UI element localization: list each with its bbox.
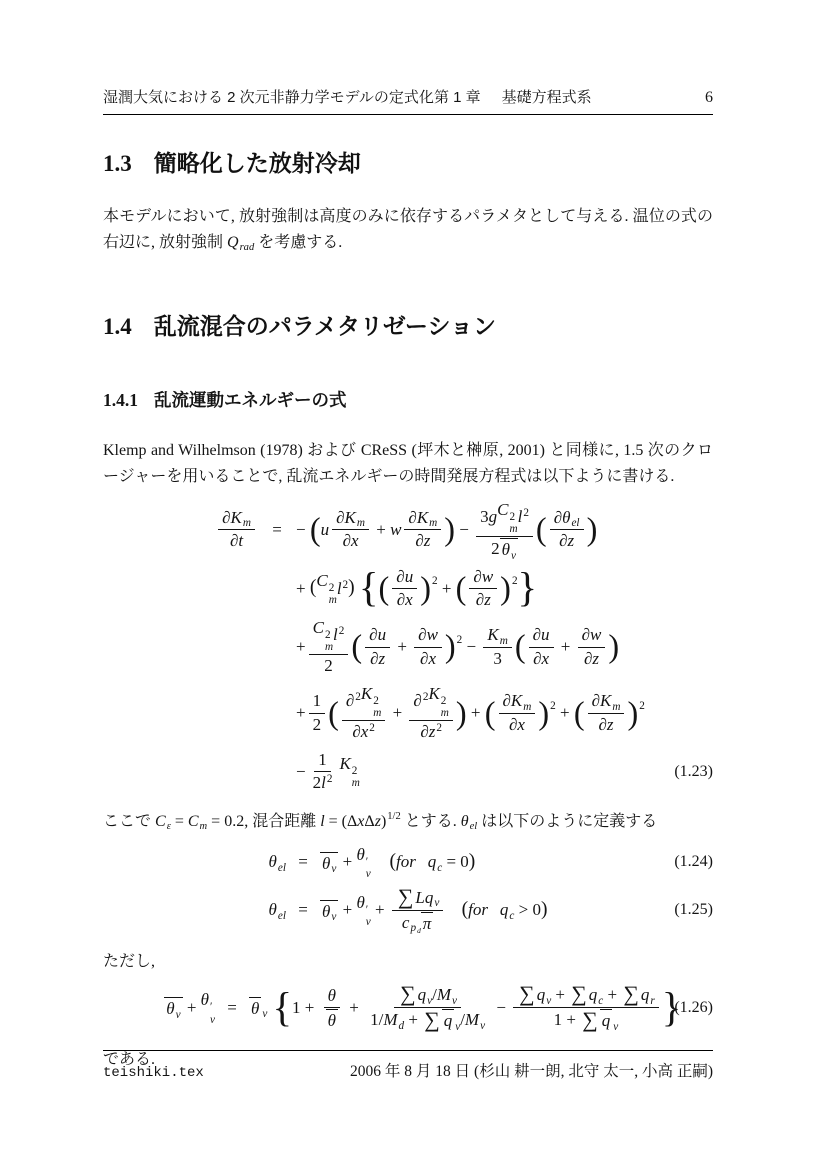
footer-filename: teishiki.tex	[103, 1065, 204, 1081]
equation-line	[103, 984, 713, 1031]
subsection-1-4-1-heading	[103, 387, 713, 412]
header-chapter-title: 基礎方程式系	[501, 89, 592, 106]
subsection-title: 乱流運動エネルギーの式	[154, 389, 347, 410]
equation-rhs: + ( C 2 m $l^2$ ) { ( ∂ u ∂ x ) 2 + ( ∂ w ∂ z ) 2 }	[296, 565, 538, 611]
equation-rhs: θv { 1 + $\frac{\theta}{\theta}$ + ∑ qv / Mv 1/ Md + ∑ q v / Mv − ∑ qv + ∑ qc + ∑ qr 1 + ∑ q v }	[251, 982, 682, 1033]
equation-number: (1.24)	[674, 853, 713, 871]
paragraph-tadashi: ただし,	[103, 952, 156, 970]
equation-rhs: θv + θ ′ v + ∑ L qv cpd π ( for qc > 0 )	[322, 885, 548, 936]
section-number: 1.4	[103, 313, 132, 339]
equation-1-23	[103, 500, 713, 794]
equation-lhs: ∂ Km ∂ t	[103, 508, 258, 552]
section-1-3-heading	[103, 145, 713, 178]
equation-lhs: θv + θ ′ v	[166, 990, 215, 1026]
equation-line	[103, 618, 713, 677]
equation-line	[103, 885, 713, 936]
section-title: 乱流混合のパラメタリゼーション	[153, 312, 496, 339]
header-title: 湿潤大気における 2 次元非静力学モデルの定式化	[103, 89, 434, 106]
page-number: 6	[705, 89, 713, 106]
equation-relation: =	[272, 519, 282, 539]
subsection-number: 1.4.1	[103, 389, 138, 410]
section-1-4-heading	[103, 308, 713, 341]
page-footer	[103, 1050, 713, 1081]
equation-line	[103, 500, 713, 560]
equation-rhs: + C 2 m $l^2$ 2 ( ∂ u ∂ z + ∂ w ∂ x ) 2 − $\frac{Km}{3}$ ( ∂ u ∂ x + ∂ w ∂ z )	[296, 617, 620, 676]
paragraph-constants: ここで Cε = Cm = 0.2, 混合距離 $l = (\Delta x\Delta z)^{1/2}$ とする. θel は以下のように定義する	[103, 810, 658, 832]
equation-line	[103, 684, 713, 743]
equation-rhs: + $\frac{1}{2}$ ( ∂$^2$ K 2 m ∂ $x^2$ + ∂$^2$ K 2 m ∂ $z^2$ ) + ( ∂ Km ∂ x ) 2 + ( ∂ Km ∂ z ) 2	[296, 683, 645, 742]
running-head	[103, 86, 592, 107]
equation-relation: =	[227, 998, 237, 1018]
equation-line	[103, 567, 713, 611]
equation-1-24-1-25	[103, 845, 713, 934]
page-header	[103, 86, 713, 115]
equation-rhs: − ( u ∂ Km ∂ x + w ∂ Km ∂ z ) − 3 g C 2 m $l^2$ 2 θv ( ∂ θel ∂ z )	[296, 499, 598, 562]
header-chapter: 第 1 章	[433, 89, 481, 106]
paragraph-closure: Klemp and Wilhelmson (1978) および CReSS (坪木と榊原, 2001) と同様に, 1.5 次のクロージャーを用いることで, 乱流エネルギーの時間発展方程式は以下ように書ける.	[103, 441, 713, 485]
section-number: 1.3	[103, 151, 132, 176]
equation-rhs: − 1 2 $l^2$ K 2 m	[296, 749, 360, 793]
equation-number: (1.25)	[674, 901, 713, 919]
footer-date-authors: 2006 年 8 月 18 日 (杉山 耕一朗, 北守 太一, 小高 正嗣)	[350, 1063, 713, 1080]
paragraph-dearu: である.	[103, 1050, 156, 1068]
paragraph-radiative-forcing: 本モデルにおいて, 放射強制は高度のみに依存するパラメタとして与える. 温位の式の右辺に, 放射強制 Qrad を考慮する.	[103, 208, 713, 254]
equation-1-26	[103, 984, 713, 1031]
equation-relation: =	[298, 852, 308, 872]
equation-rhs: θv + θ ′ v ( for qc = 0 )	[322, 844, 476, 880]
equation-relation: =	[298, 900, 308, 920]
equation-lhs: θel	[268, 900, 286, 922]
section-title: 簡略化した放射冷却	[153, 150, 361, 176]
equation-lhs: θel	[268, 852, 286, 874]
equation-number: (1.23)	[674, 762, 713, 780]
equation-line	[103, 845, 713, 881]
equation-number: (1.26)	[674, 999, 713, 1017]
equation-line	[103, 750, 713, 794]
